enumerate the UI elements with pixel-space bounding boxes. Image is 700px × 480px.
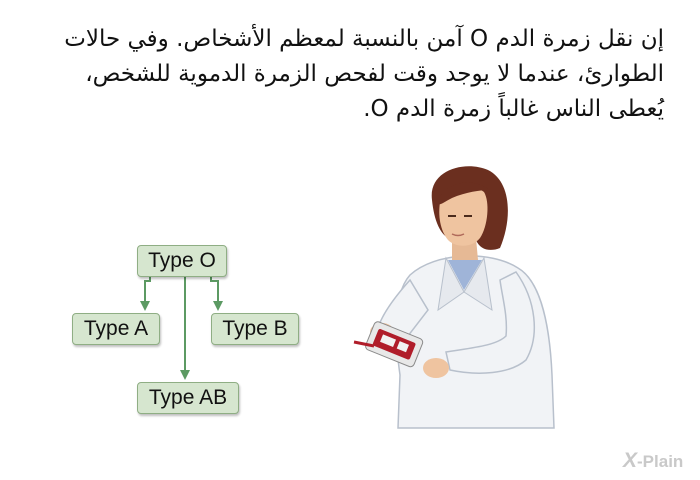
node-type-a: Type A — [72, 313, 160, 345]
hand-right — [423, 358, 449, 378]
node-type-o: Type O — [137, 245, 227, 277]
arrow-o-to-b — [211, 276, 218, 306]
node-type-ab: Type AB — [137, 382, 239, 414]
health-worker-illustration — [340, 160, 580, 430]
node-type-b: Type B — [211, 313, 299, 345]
body-paragraph: إن نقل زمرة الدم O آمن بالنسبة لمعظم الأشخاص. وفي حالات الطوارئ، عندما لا يوجد وقت لفحص الزمرة الدموية للشخص، يُعطى الناس غالباً زمرة الدم O. — [64, 26, 664, 122]
xplain-logo: X-Plain — [623, 449, 684, 472]
arrow-o-to-a — [145, 276, 150, 306]
